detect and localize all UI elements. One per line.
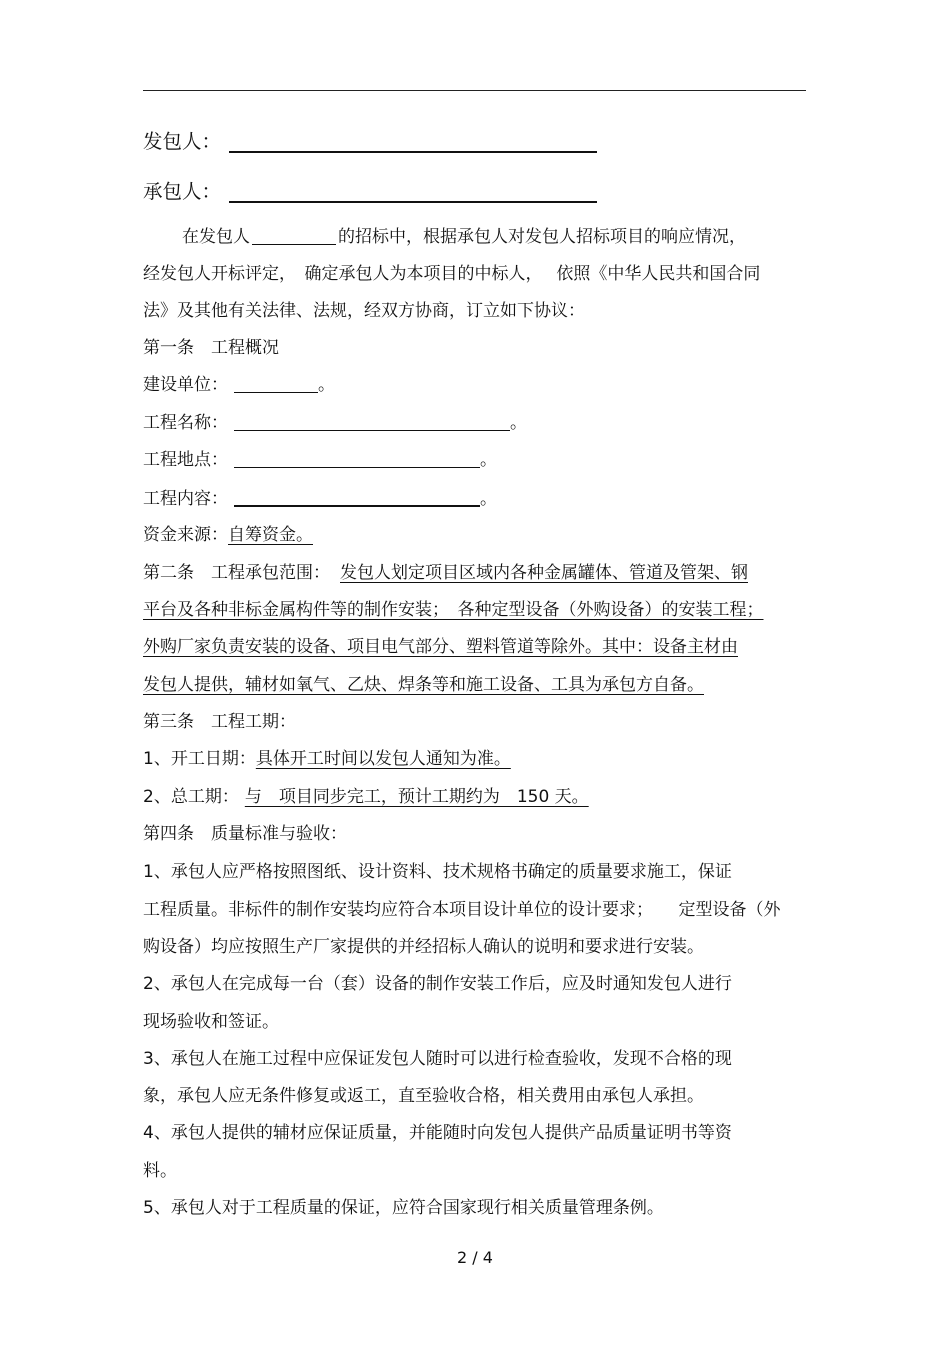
project-content-line — [143, 487, 497, 510]
total-duration-value: 与 项目同步完工，预计工期约为 150 天。 — [244, 787, 589, 807]
quality-5: 5、承包人对于工程质量的保证，应符合国家现行相关质量管理条例。 — [143, 1198, 664, 1218]
funding-label: 资金来源： — [143, 525, 228, 545]
start-date-value: 具体开工时间以发包人通知为准。 — [255, 749, 511, 769]
quality-1-line-1: 1、承包人应严格按照图纸、设计资料、技术规格书确定的质量要求施工，保证 — [143, 862, 732, 882]
construction-unit-blank — [234, 374, 318, 393]
article-2-title: 第二条 工程承包范围： — [143, 563, 330, 583]
article-2-line-1 — [143, 562, 776, 584]
scope-text-3: 外购厂家负责安装的设备、项目电气部分、塑料管道等除外。其中：设备主材由 — [143, 637, 738, 657]
scope-text-4: 发包人提供，辅材如氧气、乙炔、焊条等和施工设备、工具为承包方自备。 — [143, 675, 704, 695]
header-rule — [143, 90, 806, 91]
project-content-blank — [234, 487, 480, 507]
tender-project-blank — [252, 226, 336, 245]
preamble-line-3: 法》及其他有关法律、法规，经双方协商，订立如下协议： — [143, 301, 585, 321]
employer-blank — [229, 131, 597, 153]
funding-value: 自筹资金。 — [228, 525, 313, 545]
total-duration-label: 2、总工期： — [143, 787, 239, 807]
start-date-label: 1、开工日期： — [143, 749, 256, 769]
contractor-line — [143, 179, 597, 205]
quality-4-line-2: 料。 — [143, 1161, 177, 1181]
project-content-label: 工程内容： — [143, 489, 228, 509]
construction-unit-line — [143, 374, 335, 396]
preamble-line-2: 经发包人开标评定， 确定承包人为本项目的中标人， 依照《中华人民共和国合同 — [143, 264, 761, 284]
quality-1-line-2: 工程质量。非标件的制作安装均应符合本项目设计单位的设计要求； 定型设备（外 — [143, 900, 781, 920]
end-mark: 。 — [318, 375, 335, 395]
end-mark: 。 — [480, 489, 497, 509]
quality-1-line-3: 购设备）均应按照生产厂家提供的并经招标人确认的说明和要求进行安装。 — [143, 937, 704, 957]
employer-label: 发包人： — [143, 130, 222, 153]
page-number: 2 / 4 — [457, 1248, 493, 1267]
quality-3-line-1: 3、承包人在施工过程中应保证发包人随时可以进行检查验收，发现不合格的现 — [143, 1049, 732, 1069]
project-location-line — [143, 449, 497, 471]
employer-line — [143, 129, 597, 155]
total-duration-line — [143, 786, 601, 808]
quality-2-line-2: 现场验收和签证。 — [143, 1012, 279, 1032]
quality-4-line-1: 4、承包人提供的辅材应保证质量，并能随时向发包人提供产品质量证明书等资 — [143, 1123, 732, 1143]
article-1-title: 第一条 工程概况 — [143, 338, 279, 358]
project-name-label: 工程名称： — [143, 413, 228, 433]
end-mark: 。 — [510, 413, 527, 433]
project-location-label: 工程地点： — [143, 450, 228, 470]
construction-unit-label: 建设单位： — [143, 375, 228, 395]
scope-text-1: 发包人划定项目区域内各种金属罐体、管道及管架、钢 — [340, 563, 748, 583]
funding-line — [143, 524, 331, 546]
preamble-line-1 — [182, 226, 746, 248]
preamble-text-b: 的招标中，根据承包人对发包人招标项目的响应情况， — [338, 227, 746, 247]
project-name-blank — [234, 412, 510, 431]
quality-2-line-1: 2、承包人在完成每一台（套）设备的制作安装工作后，应及时通知发包人进行 — [143, 974, 732, 994]
article-3-title: 第三条 工程工期： — [143, 712, 296, 732]
contractor-blank — [229, 181, 597, 203]
project-name-line — [143, 412, 527, 434]
project-location-blank — [234, 449, 480, 468]
quality-3-line-2: 象，承包人应无条件修复或返工，直至验收合格，相关费用由承包人承担。 — [143, 1086, 704, 1106]
end-mark: 。 — [480, 450, 497, 470]
contractor-label: 承包人： — [143, 180, 222, 203]
preamble-text-a: 在发包人 — [182, 227, 250, 247]
start-date-line — [143, 748, 545, 770]
scope-text-2: 平台及各种非标金属构件等的制作安装； 各种定型设备（外购设备）的安装工程； — [143, 600, 764, 620]
article-4-title: 第四条 质量标准与验收： — [143, 824, 347, 844]
